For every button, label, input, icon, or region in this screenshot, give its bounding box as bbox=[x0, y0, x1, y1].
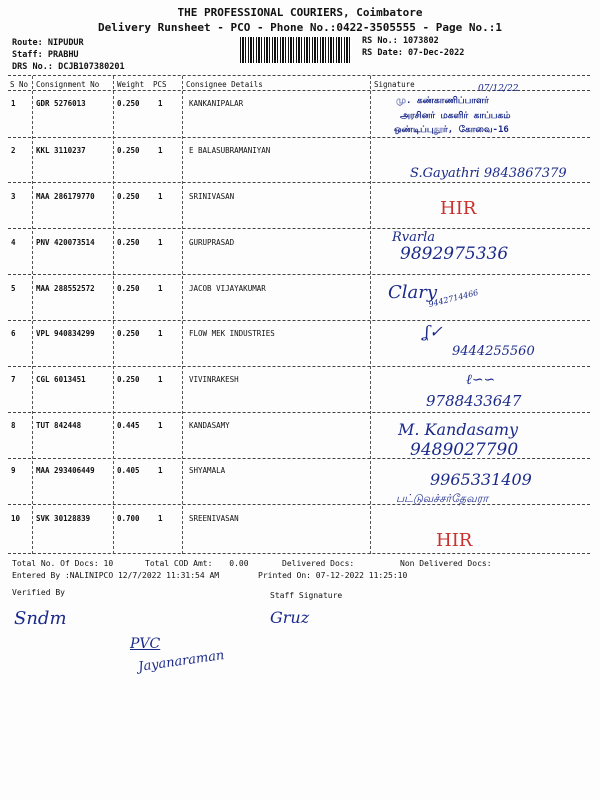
row-weight: 0.250 bbox=[117, 192, 140, 201]
row-consignment-no: TUT 842448 bbox=[36, 421, 82, 430]
entered-by: Entered By :NALINIPCO 12/7/2022 11:31:54 AM bbox=[12, 571, 220, 580]
verified-by-label: Verified By bbox=[12, 588, 65, 597]
row-weight: 0.700 bbox=[117, 514, 140, 523]
signature-row-7-mark: ℓ∽∽ bbox=[466, 372, 496, 388]
col-header-sno: S No bbox=[10, 80, 29, 89]
table-bottom-rule bbox=[8, 553, 590, 554]
col-header-pcs: PCS bbox=[153, 80, 167, 89]
row-sno: 1 bbox=[11, 99, 16, 108]
row-pcs: 1 bbox=[158, 284, 163, 293]
verified-signature: Sndm bbox=[14, 608, 67, 629]
row-weight: 0.250 bbox=[117, 375, 140, 384]
row-sno: 10 bbox=[11, 514, 21, 523]
row-weight: 0.250 bbox=[117, 146, 140, 155]
drs-value: DCJB107380201 bbox=[58, 62, 125, 72]
column-divider bbox=[113, 76, 114, 554]
signature-row-9-phone: 9965331409 bbox=[430, 470, 532, 489]
row-consignment-no: MAA 293406449 bbox=[36, 466, 95, 475]
row-consignment-no: KKL 3110237 bbox=[36, 146, 86, 155]
row-sno: 4 bbox=[11, 238, 16, 247]
row-consignment-no: PNV 420073514 bbox=[36, 238, 95, 247]
row-pcs: 1 bbox=[158, 99, 163, 108]
signature-row-4-phone: 9892975336 bbox=[400, 244, 509, 264]
col-header-consignment: Consignment No bbox=[36, 80, 100, 89]
row-pcs: 1 bbox=[158, 146, 163, 155]
row-pcs: 1 bbox=[158, 238, 163, 247]
drs-line bbox=[12, 62, 125, 72]
row-pcs: 1 bbox=[158, 192, 163, 201]
signature-row-6-phone: 9444255560 bbox=[452, 344, 535, 359]
row-consignment-no: SVK 30128839 bbox=[36, 514, 91, 523]
row-consignee: FLOW MEK INDUSTRIES bbox=[189, 329, 275, 338]
col-header-signature: Signature bbox=[374, 80, 415, 89]
row-sno: 3 bbox=[11, 192, 16, 201]
row-consignment-no: CGL 6013451 bbox=[36, 375, 86, 384]
staff-line bbox=[12, 50, 79, 60]
document-title: THE PROFESSIONAL COURIERS, Coimbatore bbox=[177, 6, 423, 19]
row-consignee: E BALASUBRAMANIYAN bbox=[189, 146, 271, 155]
total-cod-label: Total COD Amt: bbox=[145, 559, 213, 568]
row-consignment-no: MAA 286179770 bbox=[36, 192, 95, 201]
column-divider bbox=[32, 76, 33, 554]
row-consignee: SHYAMALA bbox=[189, 466, 226, 475]
signature-row-4-name: Rvarla bbox=[392, 230, 436, 245]
row-rule bbox=[8, 182, 590, 183]
signature-row-6-mark: ʆ✓ bbox=[424, 322, 443, 341]
row-consignment-no: VPL 940834299 bbox=[36, 329, 95, 338]
delivered-docs: Delivered Docs: bbox=[282, 559, 355, 568]
rs-date: RS Date: 07-Dec-2022 bbox=[362, 48, 465, 58]
col-header-consignee: Consignee Details bbox=[186, 80, 263, 89]
col-header-weight: Weight bbox=[117, 80, 145, 89]
signature-row-10: HIR bbox=[436, 530, 473, 551]
row-consignee: GURUPRASAD bbox=[189, 238, 235, 247]
signature-row-8-phone: 9489027790 bbox=[410, 440, 519, 460]
row-weight: 0.405 bbox=[117, 466, 140, 475]
signature-row-7-phone: 9788433647 bbox=[426, 392, 522, 410]
row-rule bbox=[8, 412, 590, 413]
row-rule bbox=[8, 366, 590, 367]
row-weight: 0.250 bbox=[117, 99, 140, 108]
table-top-rule bbox=[8, 75, 590, 76]
row-consignee: KANKANIPALAR bbox=[189, 99, 244, 108]
handwritten-date: 07/12/22 bbox=[478, 84, 519, 94]
non-delivered-docs: Non Delivered Docs: bbox=[400, 559, 492, 568]
row-rule bbox=[8, 274, 590, 275]
row-sno: 6 bbox=[11, 329, 16, 338]
row-sno: 5 bbox=[11, 284, 16, 293]
printed-on: Printed On: 07-12-2022 11:25:10 bbox=[258, 571, 408, 580]
signature-row-8-name: M. Kandasamy bbox=[398, 420, 519, 439]
row-consignment-no: MAA 288552572 bbox=[36, 284, 95, 293]
row-sno: 7 bbox=[11, 375, 16, 384]
rs-number: RS No.: 1073802 bbox=[362, 36, 439, 46]
office-stamp-line1: மு. கண்காணிப்பாளர் bbox=[396, 96, 489, 106]
row-rule bbox=[8, 504, 590, 505]
office-stamp-line3: ஒண்டிப்புதூர், கோவை-16 bbox=[394, 125, 509, 135]
row-pcs: 1 bbox=[158, 375, 163, 384]
signature-row-5-name: Clary bbox=[388, 282, 438, 303]
signature-row-5-phone: 9442714466 bbox=[427, 287, 480, 310]
row-consignee: SRINIVASAN bbox=[189, 192, 235, 201]
row-weight: 0.445 bbox=[117, 421, 140, 430]
total-cod bbox=[145, 559, 249, 568]
row-pcs: 1 bbox=[158, 421, 163, 430]
row-consignee: KANDASAMY bbox=[189, 421, 230, 430]
signature-row-2: S.Gayathri 9843867379 bbox=[410, 166, 567, 181]
row-pcs: 1 bbox=[158, 466, 163, 475]
barcode bbox=[240, 37, 352, 63]
bottom-initials: PVC bbox=[130, 636, 161, 652]
column-divider bbox=[182, 76, 183, 554]
document-subtitle: Delivery Runsheet - PCO - Phone No.:0422-3505555 - Page No.:1 bbox=[98, 21, 502, 34]
staff-label: Staff: bbox=[12, 50, 43, 60]
staff-signature-label: Staff Signature bbox=[270, 591, 343, 600]
total-cod-value: 0.00 bbox=[229, 559, 249, 568]
staff-value: PRABHU bbox=[47, 50, 79, 60]
signature-row-9-name: பட்டுவச்சர்தேவரா bbox=[396, 492, 489, 505]
row-weight: 0.250 bbox=[117, 329, 140, 338]
row-pcs: 1 bbox=[158, 514, 163, 523]
staff-signature: Gruz bbox=[270, 608, 310, 627]
bottom-signature: Jayanaraman bbox=[137, 648, 226, 675]
drs-label: DRS No.: bbox=[12, 62, 53, 72]
row-consignee: SREENIVASAN bbox=[189, 514, 239, 523]
row-consignee: JACOB VIJAYAKUMAR bbox=[189, 284, 266, 293]
route-label: Route: bbox=[12, 38, 43, 48]
total-docs-label: Total No. Of Docs: bbox=[12, 559, 99, 568]
office-stamp-line2: அரசினர் மகளிர் காப்பகம் bbox=[400, 111, 511, 121]
row-sno: 8 bbox=[11, 421, 16, 430]
row-consignee: VIVINRAKESH bbox=[189, 375, 239, 384]
route-line bbox=[12, 38, 84, 48]
row-weight: 0.250 bbox=[117, 238, 140, 247]
row-pcs: 1 bbox=[158, 329, 163, 338]
row-weight: 0.250 bbox=[117, 284, 140, 293]
row-rule bbox=[8, 320, 590, 321]
total-docs bbox=[12, 559, 113, 568]
total-docs-value: 10 bbox=[103, 559, 114, 568]
column-divider bbox=[370, 76, 371, 554]
row-rule bbox=[8, 228, 590, 229]
row-consignment-no: GDR 5276013 bbox=[36, 99, 86, 108]
row-sno: 2 bbox=[11, 146, 16, 155]
signature-row-3: HIR bbox=[440, 198, 477, 219]
row-sno: 9 bbox=[11, 466, 16, 475]
route-value: NIPUDUR bbox=[47, 38, 84, 48]
row-rule bbox=[8, 137, 590, 138]
